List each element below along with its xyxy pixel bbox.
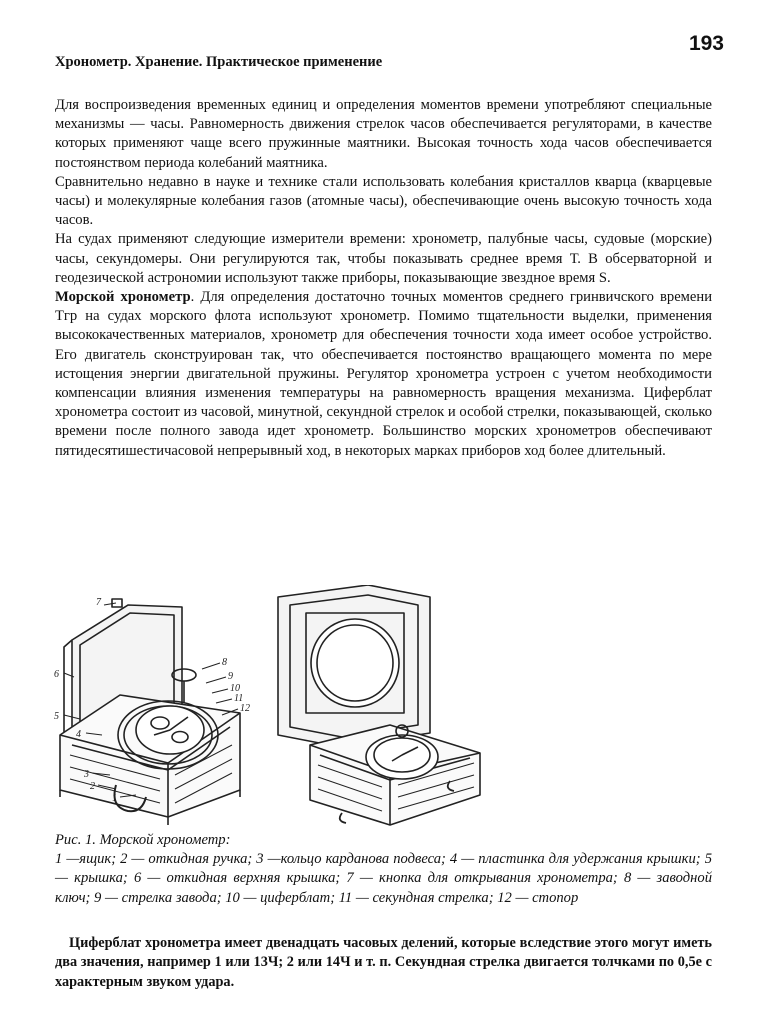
paragraph-dial-text: Циферблат хронометра имеет двенадцать часовых делений, которые вследствие этого могут иметь два значения, например 1 или 13Ч; 2 или 14Ч и т. п. Секундная стрелка двигается толчками по 0,5е с характерным звуком удара. <box>55 935 712 990</box>
figure-label: 12 <box>240 703 250 714</box>
figure-label: 1 <box>112 793 117 804</box>
paragraph-quartz-atomic: Сравнительно недавно в науке и технике стали использовать колебания кристаллов кварца (кварцевые часы) и молекулярные колебания газов (атомные часы), обеспечивающие очень высокую точность хода часов. <box>55 173 712 229</box>
paragraph-clock-mechanisms: Для воспроизведения временных единиц и определения моментов времени употребляют специальные механизмы — часы. Равномерность движения стрелок часов обеспечивается регуляторами, в качестве которых применяют чаще всего пружинные маятники. Высокая точность хода часов обеспечивается постоянством периода колебаний маятника. <box>55 97 712 171</box>
figure-label: 6 <box>54 669 59 680</box>
chronometer-illustration <box>50 585 720 830</box>
paragraph-ship-timekeepers: На судах применяют следующие измерители времени: хронометр, палубные часы, судовые (морские) часы, секундомеры. Они регулируются так, чтобы показывать среднее время Т. В обсерваторной и геодезической астрономии используют также приборы, показывающие звездное время S. <box>55 231 712 286</box>
figure-label: 8 <box>222 657 227 668</box>
figure-label: 5 <box>54 711 59 722</box>
figure-caption-legend: 1 —ящик; 2 — откидная ручка; 3 —кольцо карданова подвеса; 4 — пластинка для удержания крышки; 5 — крышка; 6 — откидная верхняя крышка; 7 — кнопка для открывания хронометра; 8 — заводной ключ; 9 — стрелка завода; 10 — циферблат; 11 — секундная стрелка; 12 — стопор <box>55 851 712 906</box>
body-text <box>55 96 712 461</box>
figure-label: 2 <box>90 781 95 792</box>
figure-label: 11 <box>234 693 244 704</box>
section-title: Хронометр. Хранение. Практическое применение <box>55 54 383 70</box>
paragraph-dial-description <box>55 934 712 992</box>
page-number: 193 <box>688 32 724 55</box>
chronometer-box-glass-figure <box>278 585 480 825</box>
term-marine-chronometer: Морской хронометр <box>55 289 191 306</box>
figure-label: 7 <box>96 597 101 608</box>
figure-label: 3 <box>84 769 89 780</box>
figure-caption <box>55 831 712 908</box>
paragraph-marine-chronometer-text: . Для определения достаточно точных моментов среднего гринвичского времени Тгр на судах морского флота используют хронометр. Помимо тщательности выделки, применения высококачественных материалов, хронометр для обеспечения точности хода имеет особое устройство. Его двигатель сконструирован так, что обеспечивается постоянство вращающего момента по мере истощения энергии двигательной пружины. Регулятор хронометра устроен с учетом необходимости компенсации влияния изменения температуры на равномерность вращения механизма. Циферблат хронометра состоит из часовой, минутной, секундной стрелок и особой стрелки, показывающей, сколько времени после полного завода идет хронометр. Большинство морских хронометров обеспечивают пятидесятишестичасовой непрерывный ход, в некоторых марках приборов ход более длительный. <box>55 289 713 459</box>
figure-caption-title: Рис. 1. Морской хронометр: <box>55 832 231 848</box>
figure-label: 9 <box>228 671 233 682</box>
figure-label: 4 <box>76 729 81 740</box>
paragraph-marine-chronometer <box>55 288 712 461</box>
figure-label: 10 <box>230 683 240 694</box>
chronometer-box-open-figure <box>60 599 240 825</box>
